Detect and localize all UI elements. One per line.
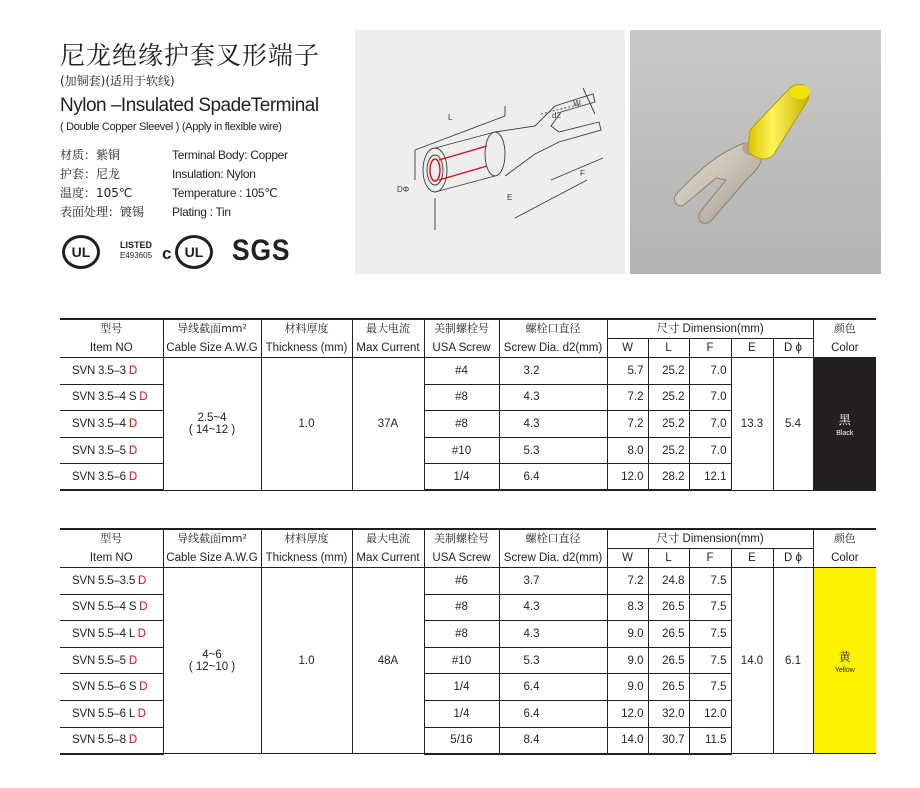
header-cable-cn: 导线截面mm² <box>163 319 261 339</box>
header-thickness-en: Thickness (mm) <box>261 549 352 568</box>
table-row <box>60 358 876 385</box>
dim-w: 12.0 <box>607 464 648 491</box>
screw-dia: 4.3 <box>499 621 607 648</box>
header-thickness-en: Thickness (mm) <box>261 339 352 358</box>
screw-dia: 3.2 <box>499 358 607 385</box>
spec-label-cn: 护套：尼龙 <box>60 167 121 181</box>
dim-w: 12.0 <box>607 700 648 727</box>
dim-f: 7.0 <box>689 437 731 464</box>
header-e: E <box>731 339 773 358</box>
dim-w: 9.0 <box>607 647 648 674</box>
item-no: SVN 5.5–8 D <box>60 727 163 754</box>
spec-table-yellow <box>60 528 876 755</box>
table-header-row <box>60 319 876 339</box>
usa-screw: #8 <box>424 411 499 438</box>
spec-label-en: Terminal Body: Copper <box>172 148 288 162</box>
header-f: F <box>689 549 731 568</box>
item-no: SVN 3.5–4 D <box>60 411 163 438</box>
header-dia-cn: 螺栓口直径 <box>499 319 607 339</box>
header-w: W <box>607 339 648 358</box>
spec-label-en: Plating : Tin <box>172 205 231 219</box>
thickness: 1.0 <box>261 358 352 491</box>
certification-logos <box>60 232 300 272</box>
item-no: SVN 3.5–6 D <box>60 464 163 491</box>
screw-dia: 8.4 <box>499 727 607 754</box>
cable-size: 2.5~4 ( 14~12 ) <box>163 358 261 491</box>
dim-l: 32.0 <box>648 700 689 727</box>
header-dia-cn: 螺栓口直径 <box>499 529 607 549</box>
usa-screw: 1/4 <box>424 700 499 727</box>
dim-w: 5.7 <box>607 358 648 385</box>
spec-label-cn: 表面处理：镀锡 <box>60 205 145 219</box>
usa-screw: #8 <box>424 384 499 411</box>
dim-l: 25.2 <box>648 437 689 464</box>
screw-dia: 4.3 <box>499 384 607 411</box>
spec-table-black <box>60 318 876 491</box>
header-item-cn: 型号 <box>60 529 163 549</box>
spec-row <box>60 184 288 203</box>
header-cable-en: Cable Size A.W.G <box>163 549 261 568</box>
header-item-en: Item NO <box>60 339 163 358</box>
dim-f: 7.5 <box>689 568 731 595</box>
drawing-label-L: L <box>448 113 453 122</box>
dim-f: 7.5 <box>689 621 731 648</box>
dim-w: 9.0 <box>607 674 648 701</box>
dim-w: 7.2 <box>607 411 648 438</box>
dim-d: 5.4 <box>773 358 813 491</box>
header-current-cn: 最大电流 <box>352 529 424 549</box>
dim-w: 8.0 <box>607 437 648 464</box>
dim-l: 25.2 <box>648 411 689 438</box>
screw-dia: 5.3 <box>499 647 607 674</box>
header-thickness-cn: 材料厚度 <box>261 319 352 339</box>
ul-listed-number: E493605 <box>120 251 153 260</box>
screw-dia: 6.4 <box>499 674 607 701</box>
dim-w: 14.0 <box>607 727 648 754</box>
max-current: 48A <box>352 568 424 754</box>
item-no: SVN 3.5–3 D <box>60 358 163 385</box>
item-no: SVN 3.5–4 S D <box>60 384 163 411</box>
header-dimension: 尺寸 Dimension(mm) <box>607 319 813 339</box>
header-current-cn: 最大电流 <box>352 319 424 339</box>
screw-dia: 4.3 <box>499 411 607 438</box>
header-cable-en: Cable Size A.W.G <box>163 339 261 358</box>
product-photo <box>630 30 881 274</box>
page-title-en: Nylon –Insulated SpadeTerminal <box>60 95 319 116</box>
usa-screw: #4 <box>424 358 499 385</box>
ul-listed-text: LISTED <box>120 240 153 250</box>
item-no: SVN 5.5–4 L D <box>60 621 163 648</box>
usa-screw: 5/16 <box>424 727 499 754</box>
spec-label-cn: 材质：紫铜 <box>60 148 121 162</box>
cul-c-mark: c <box>162 244 172 263</box>
screw-dia: 6.4 <box>499 464 607 491</box>
dim-l: 30.7 <box>648 727 689 754</box>
header-thickness-cn: 材料厚度 <box>261 529 352 549</box>
dim-f: 12.1 <box>689 464 731 491</box>
spec-label-cn: 温度：105℃ <box>60 186 133 200</box>
drawing-label-d2: d2 <box>552 111 561 120</box>
dim-f: 7.0 <box>689 411 731 438</box>
spec-label-en: Temperature : 105℃ <box>172 186 278 200</box>
dim-l: 26.5 <box>648 621 689 648</box>
dim-w: 8.3 <box>607 594 648 621</box>
header-color-en: Color <box>813 549 876 568</box>
header-l: L <box>648 549 689 568</box>
screw-dia: 3.7 <box>499 568 607 595</box>
cul-logo: UL <box>175 235 213 269</box>
item-no: SVN 5.5–6 S D <box>60 674 163 701</box>
item-no: SVN 3.5–5 D <box>60 437 163 464</box>
dim-f: 11.5 <box>689 727 731 754</box>
thickness: 1.0 <box>261 568 352 754</box>
header-d: D ϕ <box>773 339 813 358</box>
table-header-row <box>60 529 876 549</box>
header-l: L <box>648 339 689 358</box>
usa-screw: 1/4 <box>424 464 499 491</box>
max-current: 37A <box>352 358 424 491</box>
dim-f: 7.0 <box>689 384 731 411</box>
header-current-en: Max Current <box>352 549 424 568</box>
page-subtitle-cn: (加铜套)(适用于软线) <box>60 74 175 88</box>
header-color-cn: 颜色 <box>813 529 876 549</box>
ul-logo: UL <box>62 235 100 269</box>
header-item-cn: 型号 <box>60 319 163 339</box>
table-row <box>60 568 876 595</box>
header-screw-en: USA Screw <box>424 549 499 568</box>
item-no: SVN 5.5–4 S D <box>60 594 163 621</box>
spec-row <box>60 203 288 222</box>
screw-dia: 4.3 <box>499 594 607 621</box>
header-color-en: Color <box>813 339 876 358</box>
dim-l: 26.5 <box>648 647 689 674</box>
dim-f: 7.5 <box>689 674 731 701</box>
dim-l: 24.8 <box>648 568 689 595</box>
header-f: F <box>689 339 731 358</box>
dim-f: 12.0 <box>689 700 731 727</box>
usa-screw: #8 <box>424 621 499 648</box>
drawing-label-E: E <box>507 193 513 202</box>
header-item-en: Item NO <box>60 549 163 568</box>
dim-d: 6.1 <box>773 568 813 754</box>
dim-w: 7.2 <box>607 384 648 411</box>
dim-f: 7.5 <box>689 594 731 621</box>
header-dimension: 尺寸 Dimension(mm) <box>607 529 813 549</box>
table-header-row <box>60 339 876 358</box>
spec-row <box>60 165 288 184</box>
header-screw-en: USA Screw <box>424 339 499 358</box>
drawing-label-D: DΦ <box>397 185 410 194</box>
page-subtitle-en: ( Double Copper Sleevel ) (Apply in flexible wire) <box>60 121 282 133</box>
header-screw-cn: 美制螺栓号 <box>424 529 499 549</box>
header-e: E <box>731 549 773 568</box>
usa-screw: #10 <box>424 647 499 674</box>
screw-dia: 5.3 <box>499 437 607 464</box>
spec-label-en: Insulation: Nylon <box>172 167 256 181</box>
header-screw-cn: 美制螺栓号 <box>424 319 499 339</box>
header-current-en: Max Current <box>352 339 424 358</box>
usa-screw: #6 <box>424 568 499 595</box>
spec-list <box>60 146 288 222</box>
dim-l: 28.2 <box>648 464 689 491</box>
screw-dia: 6.4 <box>499 700 607 727</box>
item-no: SVN 5.5–5 D <box>60 647 163 674</box>
usa-screw: #10 <box>424 437 499 464</box>
header-w: W <box>607 549 648 568</box>
spade-terminal-photo <box>630 30 881 274</box>
drawing-label-W: W <box>573 99 581 108</box>
page-title-cn: 尼龙绝缘护套叉形端子 <box>60 41 321 70</box>
table-header-row <box>60 549 876 568</box>
item-no: SVN 5.5–6 L D <box>60 700 163 727</box>
header-d: D ϕ <box>773 549 813 568</box>
color-swatch-black: 黑 Black <box>813 358 876 491</box>
dim-e: 13.3 <box>731 358 773 491</box>
dim-l: 26.5 <box>648 594 689 621</box>
spade-terminal-drawing <box>355 30 625 274</box>
drawing-label-F: F <box>580 169 585 178</box>
dim-l: 25.2 <box>648 384 689 411</box>
usa-screw: #8 <box>424 594 499 621</box>
technical-drawing <box>355 30 625 274</box>
dim-l: 26.5 <box>648 674 689 701</box>
item-no: SVN 5.5–3.5 D <box>60 568 163 595</box>
header-dia-en: Screw Dia. d2(mm) <box>499 339 607 358</box>
cable-size: 4~6 ( 12~10 ) <box>163 568 261 754</box>
dim-w: 9.0 <box>607 621 648 648</box>
color-swatch-yellow: 黄 Yellow <box>813 568 876 754</box>
header-dia-en: Screw Dia. d2(mm) <box>499 549 607 568</box>
spec-row <box>60 146 288 165</box>
dim-f: 7.5 <box>689 647 731 674</box>
header-cable-cn: 导线截面mm² <box>163 529 261 549</box>
dim-w: 7.2 <box>607 568 648 595</box>
dim-e: 14.0 <box>731 568 773 754</box>
sgs-logo: SGS <box>232 234 291 267</box>
dim-f: 7.0 <box>689 358 731 385</box>
header-color-cn: 颜色 <box>813 319 876 339</box>
dim-l: 25.2 <box>648 358 689 385</box>
usa-screw: 1/4 <box>424 674 499 701</box>
